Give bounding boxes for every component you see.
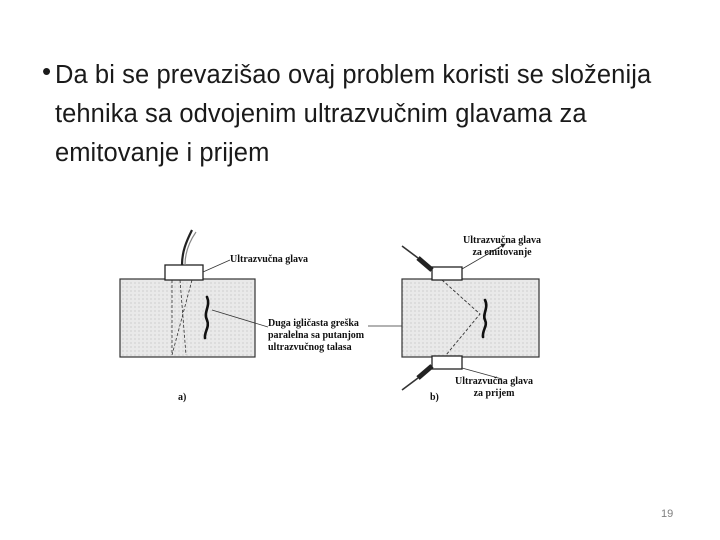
emitter-head-b xyxy=(432,267,462,280)
cable-a xyxy=(182,230,192,265)
caption-b: b) xyxy=(430,392,439,403)
receiver-head-b xyxy=(432,356,462,369)
emitter-label-b xyxy=(463,235,541,259)
receiver-label-b xyxy=(455,376,533,400)
defect-label-line: paralelna sa putanjom xyxy=(268,330,365,341)
emitter-label-line: za emitovanje xyxy=(472,247,532,258)
test-specimen-a xyxy=(120,279,255,357)
receiver-probe-b xyxy=(418,366,432,378)
head-label-a: Ultrazvučna glava xyxy=(230,254,309,265)
diagram-b xyxy=(368,244,539,390)
defect-label xyxy=(268,318,364,354)
ultrasonic-head-a xyxy=(165,265,203,280)
defect-label-line: ultrazvučnog talasa xyxy=(268,342,352,353)
caption-a: a) xyxy=(178,392,187,403)
test-specimen-b xyxy=(402,279,539,357)
bullet-item xyxy=(42,56,682,173)
ultrasonic-testing-figure xyxy=(110,222,590,412)
diagram-a xyxy=(120,230,268,357)
head-pointer-a xyxy=(203,260,230,272)
bullet-marker: • xyxy=(42,56,52,86)
bullet-text: Da bi se prevazišao ovaj problem koristi se složenija tehnika sa odvojenim ultrazvučnim glavama za emitovanje i prijem xyxy=(54,61,652,167)
receiver-label-line: za prijem xyxy=(473,388,515,399)
receiver-label-line: Ultrazvučna glava xyxy=(455,376,534,387)
emitter-probe-b xyxy=(418,258,432,270)
page-number: 19 xyxy=(661,508,674,520)
emitter-label-line: Ultrazvučna glava xyxy=(463,235,542,246)
defect-label-line: Duga igličasta greška xyxy=(268,318,359,329)
